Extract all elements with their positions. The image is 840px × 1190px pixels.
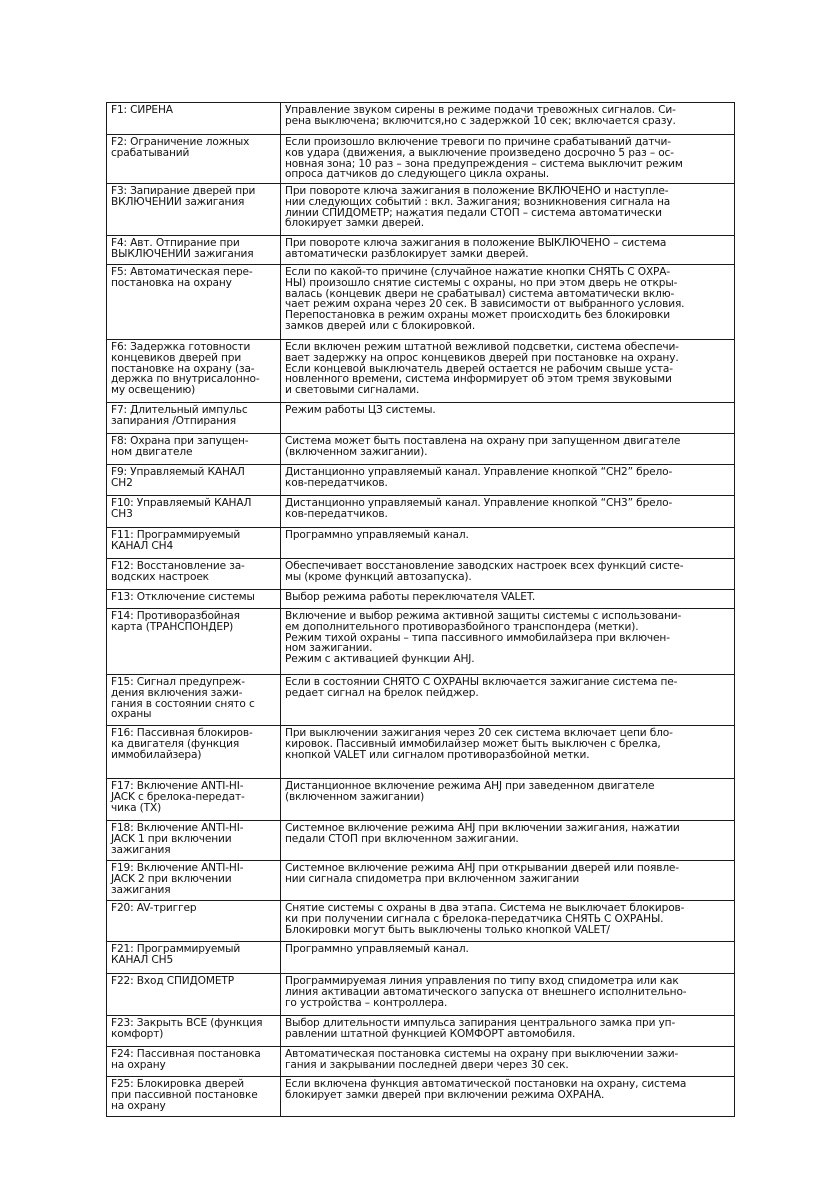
function-description: Системное включение режима AHJ при открывании дверей или появле- нии сигнала спидометра при включенном зажигании xyxy=(281,861,735,901)
function-description: Автоматическая постановка системы на охрану при выключении зажи- гания и закрывании последней двери через 30 сек. xyxy=(281,1047,735,1077)
table-row xyxy=(107,236,735,265)
function-name: F15: Сигнал предупреж- дения включения зажи- гания в состоянии снято с охраны xyxy=(107,675,281,726)
function-description: Если произошло включение тревоги по причине срабатываний датчи- ков удара (движения, а выключение произведено досрочно 5 раз – ос- новная зона; 10 раз – зона предупреждения – система выключит режим опроса датчиков до следующего цикла охраны. xyxy=(281,135,735,184)
function-name: F2: Ограничение ложных срабатываний xyxy=(107,135,281,184)
table-row xyxy=(107,103,735,135)
function-description: Программно управляемый канал. xyxy=(281,528,735,559)
function-description: Программно управляемый канал. xyxy=(281,942,735,974)
function-name: F4: Авт. Отпирание при ВЫКЛЮЧЕНИИ зажигания xyxy=(107,236,281,265)
table-row xyxy=(107,496,735,528)
functions-table xyxy=(106,102,735,1117)
table-row xyxy=(107,403,735,434)
table-row xyxy=(107,974,735,1016)
function-description: Включение и выбор режима активной защиты системы с использовани- ем дополнительного противоразбойного транспондера (метки). Режим тихой охраны – типа пассивного иммобилайзера при включен- ном зажигании. Режим с активацией функции AHJ. xyxy=(281,609,735,675)
table-row xyxy=(107,465,735,496)
function-name: F3: Запирание дверей при ВКЛЮЧЕНИИ зажигания xyxy=(107,184,281,236)
function-name: F19: Включение ANTI-HI- JACK 2 при включении зажигания xyxy=(107,861,281,901)
function-name: F25: Блокировка дверей при пассивной постановке на охрану xyxy=(107,1077,281,1117)
table-row xyxy=(107,184,735,236)
function-name: F23: Закрыть ВСЕ (функция комфорт) xyxy=(107,1016,281,1047)
function-description: Если включена функция автоматической постановки на охрану, система блокирует замки дверей при включении режима ОХРАНА. xyxy=(281,1077,735,1117)
function-name: F9: Управляемый КАНАЛ CH2 xyxy=(107,465,281,496)
function-description: Если по какой-то причине (случайное нажатие кнопки СНЯТЬ С ОХРА- НЫ) произошло снятие системы с охраны, но при этом дверь не откры- валась (концевик двери не срабатывал) система автоматически вклю- чает режим охрана через 20 сек. В зависимости от выбранного условия. Перепостановка в режим охраны может происходить без блокировки замков дверей или с блокировкой. xyxy=(281,265,735,340)
function-description: Программируемая линия управления по типу вход спидометра или как линия активации автоматического запуска от внешнего исполнительно- го устройства – контроллера. xyxy=(281,974,735,1016)
function-description: При повороте ключа зажигания в положение ВЫКЛЮЧЕНО – система автоматически разблокирует замки дверей. xyxy=(281,236,735,265)
table-row xyxy=(107,265,735,340)
table-row xyxy=(107,901,735,942)
table-row xyxy=(107,559,735,590)
table-row xyxy=(107,821,735,861)
function-name: F17: Включение ANTI-HI- JACK с брелока-передат- чика (TX) xyxy=(107,779,281,821)
function-description: Системное включение режима AHJ при включении зажигания, нажатии педали СТОП при включенном зажигании. xyxy=(281,821,735,861)
function-description: Выбор режима работы переключателя VALET. xyxy=(281,590,735,609)
table-row xyxy=(107,861,735,901)
function-description: Дистанционно управляемый канал. Управление кнопкой “CH2” брело- ков-передатчиков. xyxy=(281,465,735,496)
function-name: F21: Программируемый КАНАЛ CH5 xyxy=(107,942,281,974)
function-name: F13: Отключение системы xyxy=(107,590,281,609)
table-row xyxy=(107,590,735,609)
table-row xyxy=(107,434,735,465)
function-description: Если в состоянии СНЯТО С ОХРАНЫ включается зажигание система пе- редает сигнал на брелок пейджер. xyxy=(281,675,735,726)
function-name: F22: Вход СПИДОМЕТР xyxy=(107,974,281,1016)
function-name: F14: Противоразбойная карта (ТРАНСПОНДЕР) xyxy=(107,609,281,675)
function-name: F11: Программируемый КАНАЛ CH4 xyxy=(107,528,281,559)
table-row xyxy=(107,528,735,559)
table-row xyxy=(107,1047,735,1077)
function-description: Снятие системы с охраны в два этапа. Система не выключает блокиров- ки при получении сигнала с брелока-передатчика СНЯТЬ С ОХРАНЫ. Блокировки могут быть выключены только кнопкой VALET/ xyxy=(281,901,735,942)
function-description: Управление звуком сирены в режиме подачи тревожных сигналов. Си- рена выключена; включится,но с задержкой 10 сек; включается сразу. xyxy=(281,103,735,135)
table-row xyxy=(107,340,735,403)
table-row xyxy=(107,779,735,821)
function-name: F18: Включение ANTI-HI- JACK 1 при включении зажигания xyxy=(107,821,281,861)
function-description: Дистанционное включение режима AHJ при заведенном двигателе (включенном зажигании) xyxy=(281,779,735,821)
table-row xyxy=(107,675,735,726)
function-description: Дистанционно управляемый канал. Управление кнопкой “CH3” брело- ков-передатчиков. xyxy=(281,496,735,528)
function-description: Если включен режим штатной вежливой подсветки, система обеспечи- вает задержку на опрос концевиков дверей при постановке на охрану. Если концевой выключатель дверей остается не рабочим свыше уста- новленного времени, система информирует об этом тремя звуковыми и световыми сигналами. xyxy=(281,340,735,403)
function-name: F12: Восстановление за- водских настроек xyxy=(107,559,281,590)
function-name: F7: Длительный импульс запирания /Отпирания xyxy=(107,403,281,434)
function-name: F5: Автоматическая пере- постановка на охрану xyxy=(107,265,281,340)
table-row xyxy=(107,1016,735,1047)
table-row xyxy=(107,726,735,779)
table-row xyxy=(107,135,735,184)
function-description: Обеспечивает восстановление заводских настроек всех функций систе- мы (кроме функций автозапуска). xyxy=(281,559,735,590)
function-description: При выключении зажигания через 20 сек система включает цепи бло- кировок. Пассивный иммобилайзер может быть выключен с брелка, кнопкой VALET или сигналом противоразбойной метки. xyxy=(281,726,735,779)
function-name: F24: Пассивная постановка на охрану xyxy=(107,1047,281,1077)
function-description: При повороте ключа зажигания в положение ВКЛЮЧЕНО и наступле- нии следующих событий : вкл. Зажигания; возникновения сигнала на линии СПИДОМЕТР; нажатия педали СТОП – система автоматически блокирует замки дверей. xyxy=(281,184,735,236)
function-name: F16: Пассивная блокиров- ка двигателя (функция иммобилайзера) xyxy=(107,726,281,779)
table-row xyxy=(107,609,735,675)
function-description: Выбор длительности импульса запирания центрального замка при уп- равлении штатной функцией КОМФОРТ автомобиля. xyxy=(281,1016,735,1047)
function-name: F20: AV-триггер xyxy=(107,901,281,942)
function-name: F10: Управляемый КАНАЛ CH3 xyxy=(107,496,281,528)
table-row xyxy=(107,1077,735,1117)
table-row xyxy=(107,942,735,974)
function-description: Система может быть поставлена на охрану при запущенном двигателе (включенном зажигании). xyxy=(281,434,735,465)
function-description: Режим работы ЦЗ системы. xyxy=(281,403,735,434)
function-name: F6: Задержка готовности концевиков дверей при постановке на охрану (за- держка по внутрисалонно- му освещению) xyxy=(107,340,281,403)
function-name: F1: СИРЕНА xyxy=(107,103,281,135)
function-name: F8: Охрана при запущен- ном двигателе xyxy=(107,434,281,465)
